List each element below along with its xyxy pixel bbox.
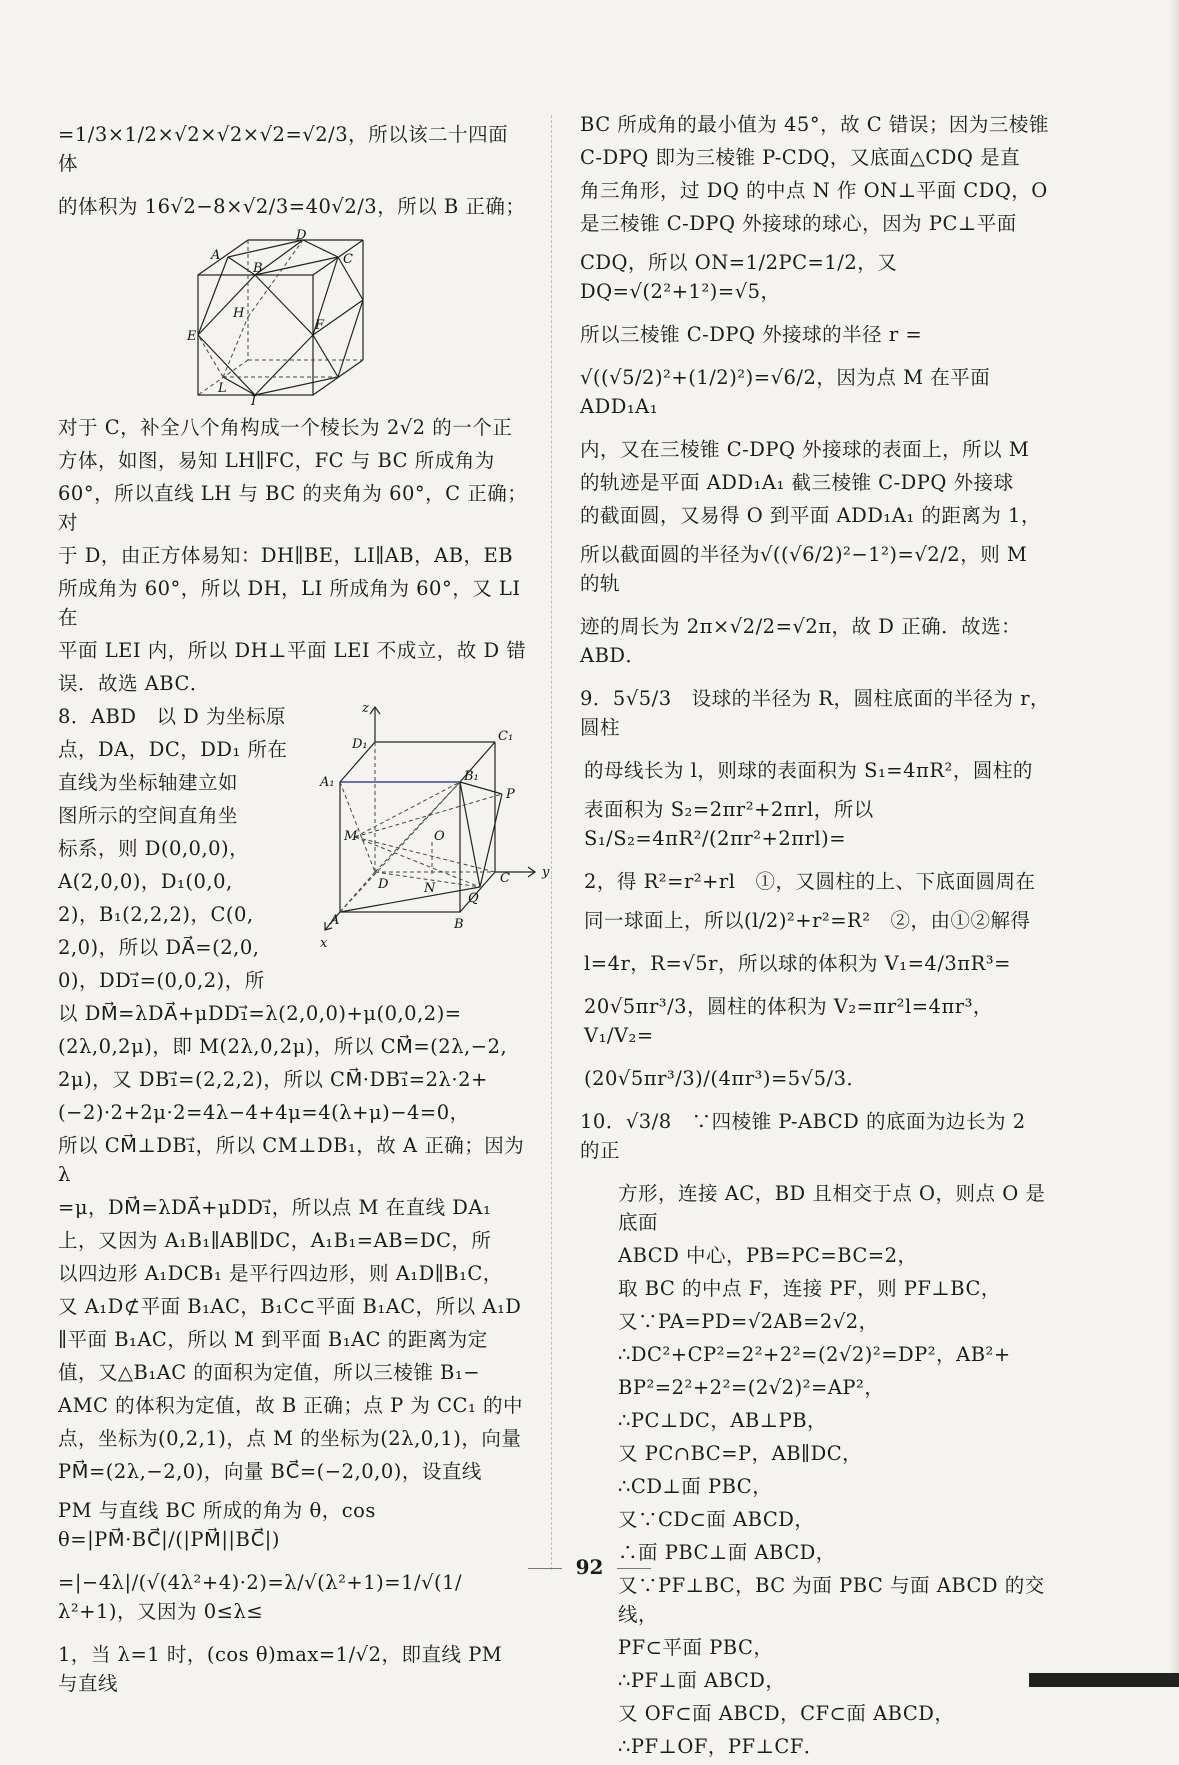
text-line: 点，坐标为(0,2,1)，点 M 的坐标为(2λ,0,1)，向量	[58, 1427, 522, 1450]
text-line: 的截面圆，又易得 O 到平面 ADD₁A₁ 的距离为 1，	[580, 504, 1041, 527]
text-line: (2λ,0,2μ)，即 M(2λ,0,2μ)，所以 CM⃗=(2λ,−2,	[58, 1035, 508, 1058]
svg-text:A: A	[330, 913, 340, 928]
page-number	[0, 1555, 1179, 1579]
text-line: 又 PC∩BC=P，AB∥DC，	[618, 1442, 863, 1465]
page-number-dash-right	[617, 1568, 651, 1569]
text-line: 20√5πr³/3，圆柱的体积为 V₂=πr²l=4πr³，V₁/V₂=	[584, 995, 993, 1047]
text-line: 的母线长为 l，则球的表面积为 S₁=4πR²，圆柱的	[584, 759, 1033, 782]
text-line: 2，得 R²=r²+rl ①，又圆柱的上、下底面圆周在	[584, 870, 1036, 893]
text-line: AMC 的体积为定值，故 B 正确；点 P 为 CC₁ 的中	[58, 1394, 523, 1417]
text-line: PM⃗=(2λ,−2,0)，向量 BC⃗=(−2,0,0)，设直线	[58, 1460, 482, 1483]
text-line: 又∵CD⊂面 ABCD，	[618, 1508, 815, 1531]
svg-text:P: P	[506, 787, 515, 802]
text-line: 的体积为 16√2−8×√2/3=40√2/3，所以 B 正确；	[58, 195, 526, 218]
page-edge-shadow	[1169, 0, 1179, 1687]
text-line: 60°，所以直线 LH 与 BC 的夹角为 60°，C 正确；对	[58, 482, 528, 534]
svg-text:M: M	[344, 829, 358, 844]
svg-text:O: O	[434, 829, 445, 844]
text-line: CDQ，所以 ON=1/2PC=1/2，又 DQ=√(2²+1²)=√5，	[580, 251, 904, 303]
svg-text:D₁: D₁	[352, 737, 368, 752]
text-line: 又 OF⊂面 ABCD，CF⊂面 ABCD，	[618, 1702, 955, 1725]
text-line: ∥平面 B₁AC，所以 M 到平面 B₁AC 的距离为定	[58, 1328, 488, 1351]
text-line: =|−4λ|/(√(4λ²+4)·2)=λ/√(λ²+1)=1/√(1/λ²+1)，又因为 0≤λ≤	[58, 1571, 463, 1623]
text-line: 角三角形，过 DQ 的中点 N 作 ON⊥平面 CDQ，O	[580, 179, 1048, 202]
text-line: ∴PF⊥OF，PF⊥CF．	[618, 1735, 824, 1758]
text-line: (20√5πr³/3)/(4πr³)=5√5/3．	[584, 1067, 867, 1090]
svg-text:B₁: B₁	[464, 769, 479, 784]
text-line: 上，又因为 A₁B₁∥AB∥DC，A₁B₁=AB=DC，所	[58, 1229, 492, 1252]
svg-text:E: E	[187, 329, 197, 344]
text-line: 同一球面上，所以(l/2)²+r²=R² ②，由①②解得	[584, 909, 1031, 932]
text-line: 2)，B₁(2,2,2)，C(0,	[58, 903, 254, 926]
svg-text:x: x	[320, 936, 328, 951]
svg-text:C: C	[343, 252, 353, 267]
text-line: 取 BC 的中点 F，连接 PF，则 PF⊥BC，	[618, 1277, 1001, 1300]
text-line: 误．故选 ABC．	[58, 672, 210, 695]
text-line: BC 所成角的最小值为 45°，故 C 错误；因为三棱锥	[580, 113, 1049, 136]
svg-text:B: B	[454, 917, 464, 932]
svg-text:F: F	[315, 318, 325, 333]
corner-bar	[1029, 1673, 1179, 1687]
text-line: ∴CD⊥面 PBC，	[618, 1475, 773, 1498]
text-line: C-DPQ 即为三棱锥 P-CDQ，又底面△CDQ 是直	[580, 146, 1021, 169]
text-line: 8．ABD 以 D 为坐标原	[58, 705, 286, 728]
item-8	[58, 701, 550, 995]
text-line: 值，又△B₁AC 的面积为定值，所以三棱锥 B₁−	[58, 1361, 481, 1384]
text-line: 于 D，由正方体易知：DH∥BE，LI∥AB，AB，EB	[58, 544, 514, 567]
text-line: 10．√3/8 ∵四棱锥 P-ABCD 的底面为边长为 2 的正	[580, 1110, 1033, 1162]
text-line: 点，DA，DC，DD₁ 所在	[58, 738, 288, 761]
text-line: A(2,0,0)，D₁(0,0,	[58, 870, 233, 893]
svg-text:N: N	[424, 881, 436, 896]
text-line: 直线为坐标轴建立如	[58, 771, 239, 794]
text-line: 1，当 λ=1 时，(cos θ)max=1/√2，即直线 PM 与直线	[58, 1643, 509, 1695]
svg-text:D: D	[296, 228, 307, 243]
text-line: 2μ)，又 DB₁⃗=(2,2,2)，所以 CM⃗·DB₁⃗=2λ·2+	[58, 1068, 488, 1091]
left-column	[58, 110, 550, 1712]
text-line: l=4r，R=√5r，所以球的体积为 V₁=4/3πR³=	[584, 952, 1011, 975]
svg-text:C₁: C₁	[498, 729, 514, 744]
svg-text:H: H	[233, 306, 245, 321]
text-line: ∴PC⊥DC，AB⊥PB，	[618, 1409, 828, 1432]
text-line: ABCD 中心，PB=PC=BC=2，	[618, 1244, 918, 1267]
text-line: =μ，DM⃗=λDA⃗+μDD₁⃗，所以点 M 在直线 DA₁	[58, 1196, 492, 1219]
text-line: 以 DM⃗=λDA⃗+μDD₁⃗=λ(2,0,0)+μ(0,0,2)=	[58, 1002, 462, 1025]
text-line: PM 与直线 BC 所成的角为 θ，cos θ=|PM⃗·BC⃗|/(|PM⃗||BC⃗|)	[58, 1499, 383, 1551]
text-line: 所成角为 60°，所以 DH，LI 所成角为 60°，又 LI 在	[58, 577, 528, 629]
text-line: 所以三棱锥 C-DPQ 外接球的半径 r =	[580, 323, 923, 346]
text-line: 方形，连接 AC，BD 且相交于点 O，则点 O 是底面	[618, 1182, 1046, 1234]
text-line: BP²=2²+2²=(2√2)²=AP²，	[618, 1376, 885, 1399]
text-line: =1/3×1/2×√2×√2×√2=√2/3，所以该二十四面体	[58, 123, 509, 175]
text-line: 9．5√5/3 设球的半径为 R，圆柱底面的半径为 r，圆柱	[580, 687, 1051, 739]
text-line: ∴PF⊥面 ABCD，	[618, 1669, 786, 1692]
text-line: 所以 CM⃗⊥DB₁⃗，所以 CM⊥DB₁，故 A 正确；因为 λ	[58, 1134, 531, 1186]
svg-text:A₁: A₁	[320, 775, 335, 790]
text-line: 以四边形 A₁DCB₁ 是平行四边形，则 A₁D∥B₁C，	[58, 1262, 503, 1285]
text-line: 标系，则 D(0,0,0)，	[58, 837, 250, 860]
svg-text:A: A	[211, 248, 221, 263]
text-line: 2,0)，所以 DA⃗=(2,0,	[58, 936, 260, 959]
right-column	[580, 110, 1052, 1765]
text-line: 0)，DD₁⃗=(0,0,2)，所	[58, 969, 265, 992]
svg-text:z: z	[362, 701, 369, 716]
coordinate-cube-figure	[320, 702, 560, 952]
text-line: √((√5/2)²+(1/2)²)=√6/2，因为点 M 在平面 ADD₁A₁	[580, 366, 997, 418]
svg-text:C: C	[500, 871, 510, 886]
text-line: 所以截面圆的半径为√((√6/2)²−1²)=√2/2，则 M 的轨	[580, 543, 1035, 595]
svg-text:I: I	[251, 394, 257, 409]
svg-text:D: D	[378, 877, 389, 892]
text-line: 内，又在三棱锥 C-DPQ 外接球的表面上，所以 M	[580, 438, 1030, 461]
text-line: 迹的周长为 2π×√2/2=√2π，故 D 正确．故选：ABD．	[580, 615, 1022, 667]
truncated-cube-figure	[187, 228, 383, 409]
svg-text:B: B	[253, 261, 263, 276]
page-number-value: 92	[575, 1555, 604, 1579]
text-line: ∴面 PBC⊥面 ABCD，	[618, 1541, 836, 1564]
svg-text:Q: Q	[468, 891, 479, 906]
text-line: 表面积为 S₂=2πr²+2πrl，所以 S₁/S₂=4πR²/(2πr²+2πrl)=	[584, 798, 881, 850]
text-line: (−2)·2+2μ·2=4λ−4+4μ=4(λ+μ)−4=0，	[58, 1101, 470, 1124]
page-number-dash-left	[528, 1568, 562, 1569]
text-line: ∴DC²+CP²=2²+2²=(2√2)²=DP²，AB²+	[618, 1343, 1011, 1366]
svg-text:y: y	[542, 865, 550, 880]
text-line: PF⊂平面 PBC，	[618, 1636, 774, 1659]
text-line: 平面 LEI 内，所以 DH⊥平面 LEI 不成立，故 D 错	[58, 639, 527, 662]
text-line: 图所示的空间直角坐	[58, 804, 239, 827]
text-line: 又∵PF⊥BC，BC 为面 PBC 与面 ABCD 的交线，	[618, 1574, 1045, 1626]
text-line: 又 A₁D⊄平面 B₁AC，B₁C⊂平面 B₁AC，所以 A₁D	[58, 1295, 522, 1318]
text-line: 又∵PA=PD=√2AB=2√2，	[618, 1310, 879, 1333]
text-line: 方体，如图，易知 LH∥FC，FC 与 BC 所成角为	[58, 449, 495, 472]
item-8-wrapped-text	[58, 702, 308, 995]
svg-text:L: L	[218, 381, 227, 396]
text-line: 对于 C，补全八个角构成一个棱长为 2√2 的一个正	[58, 416, 513, 439]
text-line: 的轨迹是平面 ADD₁A₁ 截三棱锥 C-DPQ 外接球	[580, 471, 1014, 494]
text-line: 是三棱锥 C-DPQ 外接球的球心，因为 PC⊥平面	[580, 212, 1017, 235]
